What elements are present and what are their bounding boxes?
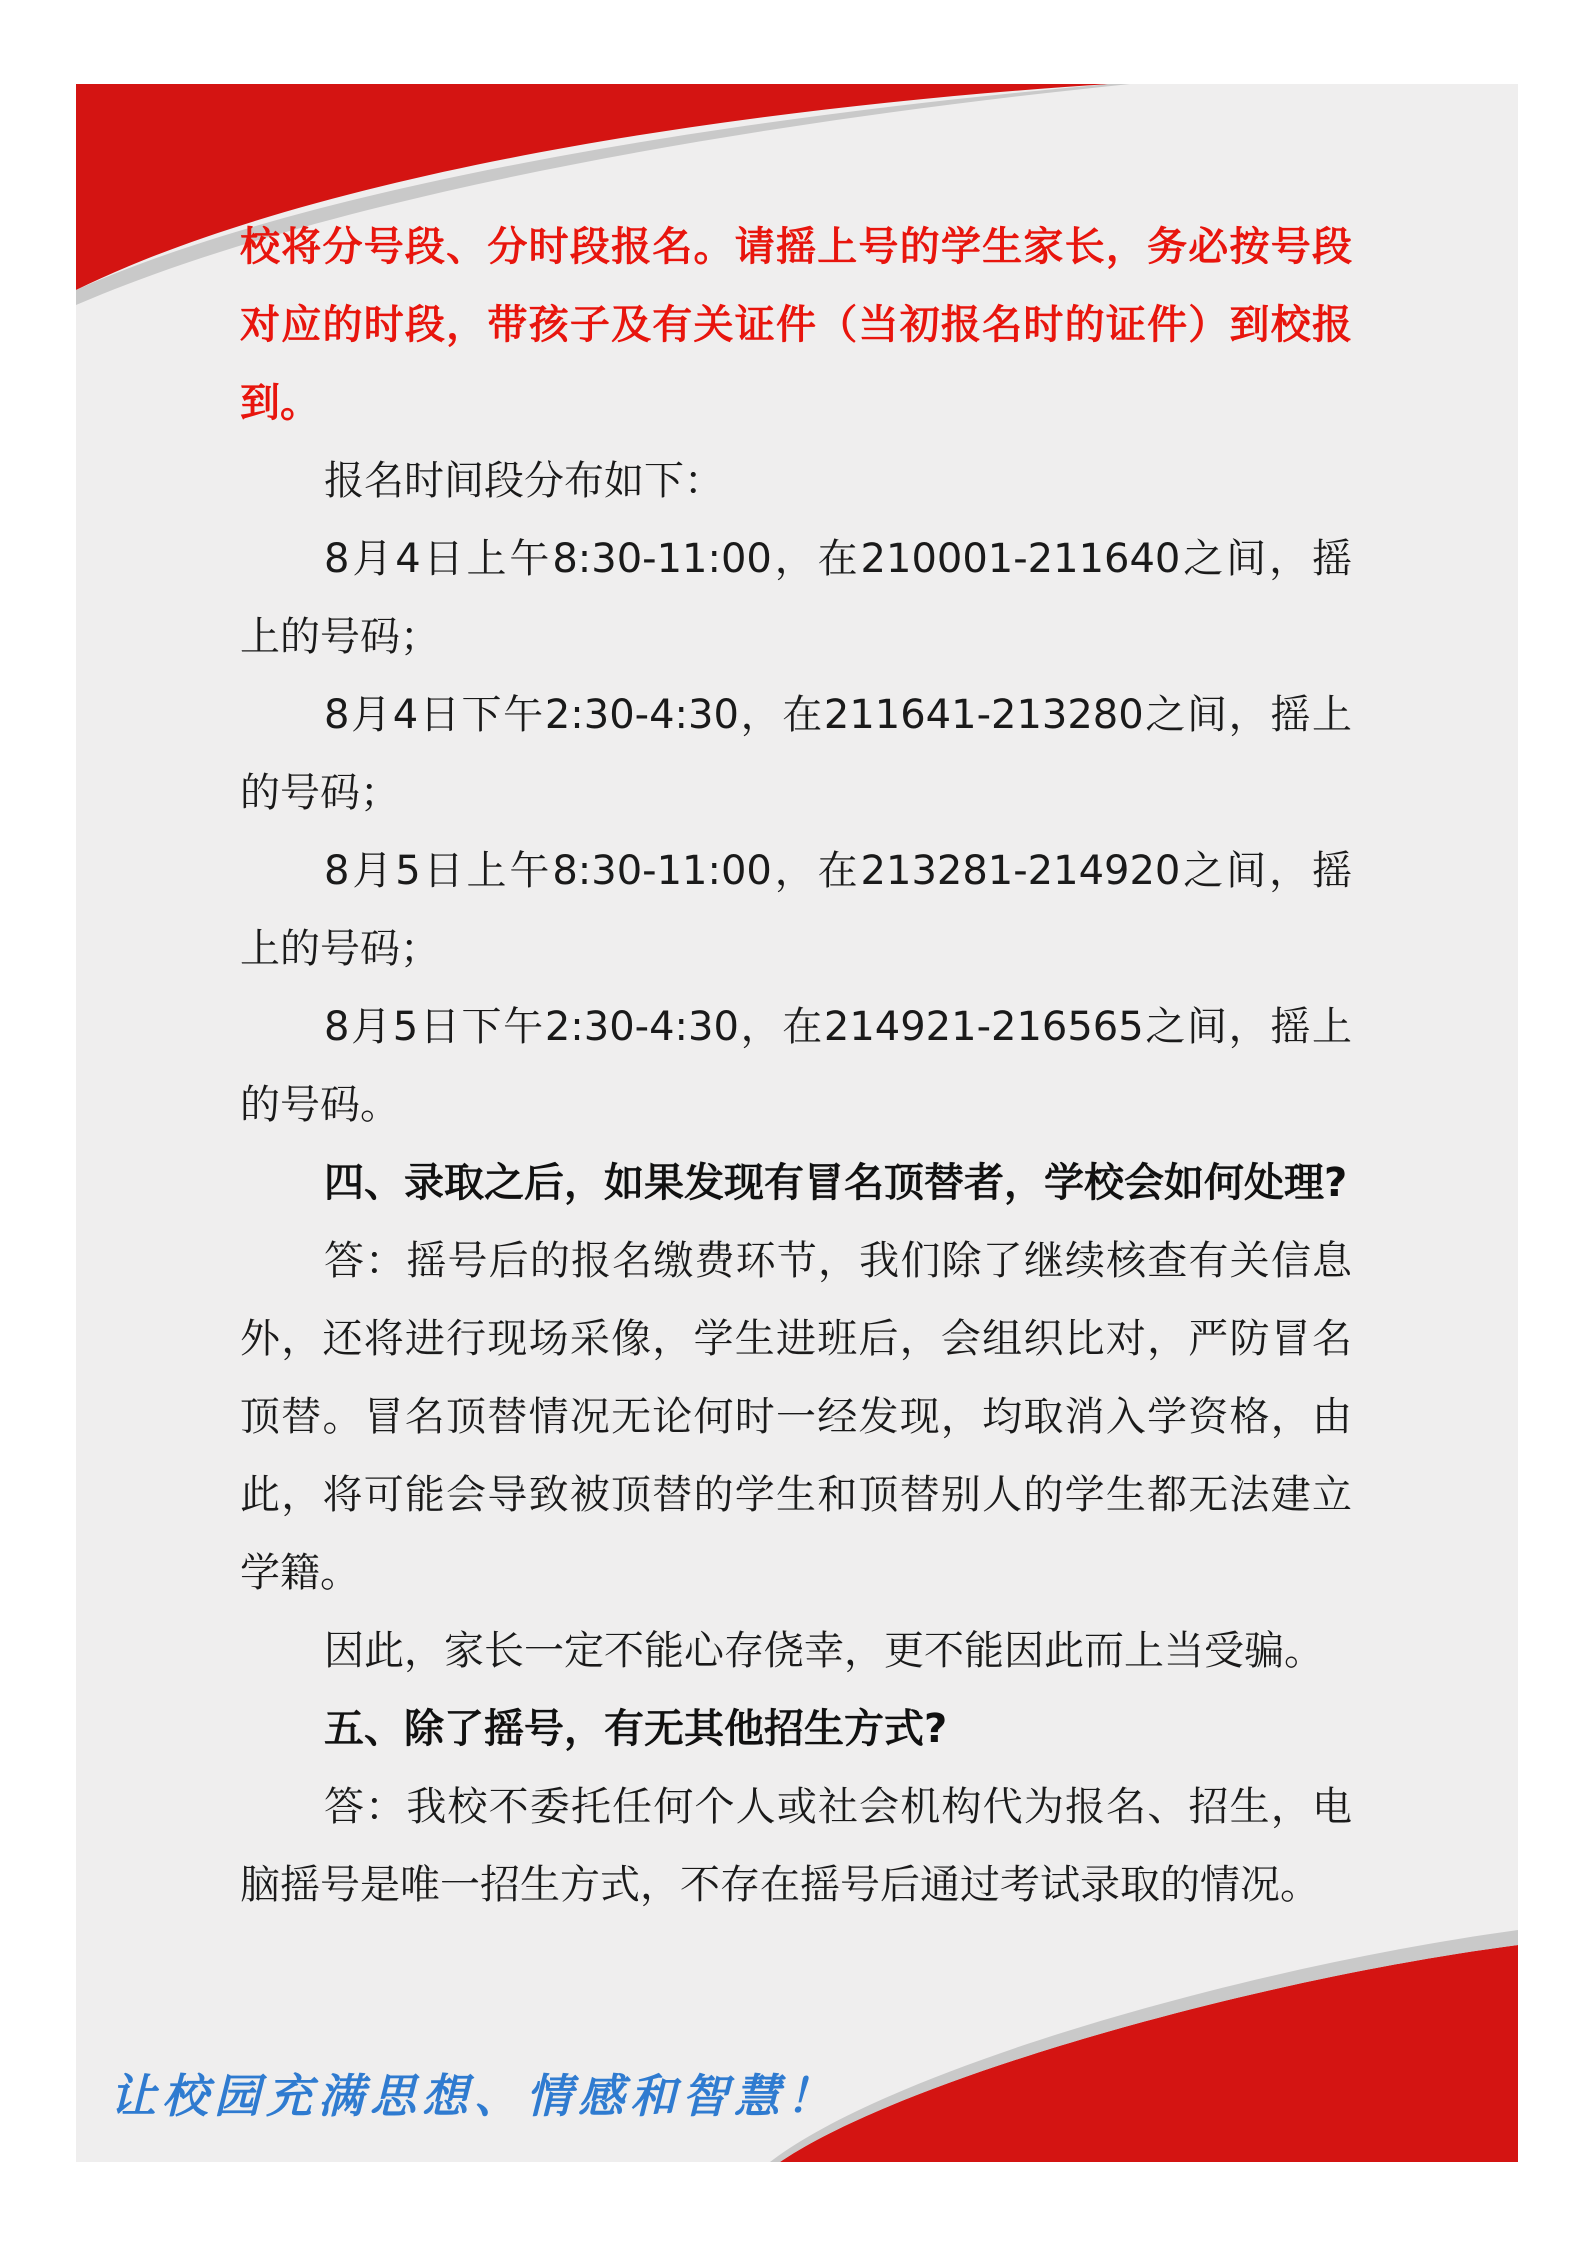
bottom-red-swoosh [780, 1945, 1518, 2162]
schedule-item-3: 8月5日上午8:30-11:00，在213281-214920之间，摇上的号码； [240, 848, 1352, 972]
question-5-answer: 答：我校不委托任何个人或社会机构代为报名、招生，电脑摇号是唯一招生方式，不存在摇号后通过考试录取的情况。 [240, 1784, 1352, 1908]
document-body [240, 208, 1352, 1924]
schedule-item-1: 8月4日上午8:30-11:00，在210001-211640之间，摇上的号码； [240, 536, 1352, 660]
question-4-answer: 答：摇号后的报名缴费环节，我们除了继续核查有关信息外，还将进行现场采像，学生进班后，会组织比对，严防冒名顶替。冒名顶替情况无论何时一经发现，均取消入学资格，由此，将可能会导致被顶替的学生和顶替别人的学生都无法建立学籍。 [240, 1238, 1352, 1596]
schedule-title: 报名时间段分布如下： [324, 458, 724, 504]
schedule-item-4: 8月5日下午2:30-4:30，在214921-216565之间，摇上的号码。 [240, 1004, 1352, 1128]
question-5-heading: 五、除了摇号，有无其他招生方式? [324, 1706, 948, 1752]
intro-red-paragraph: 校将分号段、分时段报名。请摇上号的学生家长，务必按号段对应的时段，带孩子及有关证件（当初报名时的证件）到校报到。 [240, 224, 1352, 426]
question-4-heading: 四、录取之后，如果发现有冒名顶替者，学校会如何处理? [324, 1160, 1348, 1206]
schedule-item-2: 8月4日下午2:30-4:30，在211641-213280之间，摇上的号码； [240, 692, 1352, 816]
question-4-note: 因此，家长一定不能心存侥幸，更不能因此而上当受骗。 [324, 1628, 1324, 1674]
footer-slogan: 让校园充满思想、情感和智慧！ [110, 2069, 838, 2123]
